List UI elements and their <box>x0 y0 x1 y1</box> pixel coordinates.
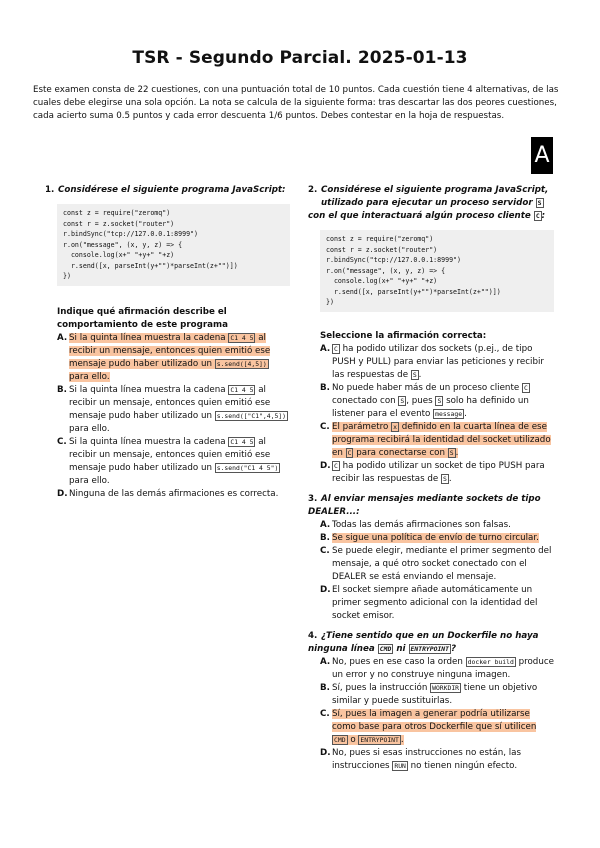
q3-option-a[interactable]: A. Todas las demás afirmaciones son falsas. <box>320 519 511 530</box>
question-2-heading: 2. Considérese el siguiente programa JavaScript, utilizado para ejecutar un proceso servidor S con el que interactuará algún proceso cliente C : <box>308 185 549 221</box>
question-4-heading: 4. ¿Tiene sentido que en un Dockerfile no haya ninguna línea CMD ni ENTRYPOINT ? <box>308 630 539 654</box>
q2-option-d[interactable]: D. C ha podido utilizar un socket de tipo PUSH para recibir las respuestas de S . <box>320 460 545 484</box>
q1-option-c[interactable]: C. Si la quinta línea muestra la cadena C1 4 5 al recibir un mensaje, entonces quien emitió ese mensaje pudo haber utilizado un s.send("C1 4 5") para ello. <box>57 436 279 486</box>
q3-option-c[interactable]: C. Se puede elegir, mediante el primer segmento del mensaje, a qué otro socket conectado con el DEALER se está enviando el mensaje. <box>320 545 552 582</box>
q4-option-a[interactable]: A. No, pues en ese caso la orden docker build produce un error y no construye ninguna imagen. <box>320 656 554 680</box>
question-2-code: const z = require("zeromq") const r = z.socket("router") r.bindSync("tcp://127.0.0.1:8999") r.on("message", (x, y, z) => { console.log(x+" "+y+" "+z) r.send([x, parseInt(y+"")*parseInt(z+"")]) }) <box>320 230 554 312</box>
page-title: TSR - Segundo Parcial. 2025-01-13 <box>132 48 468 68</box>
q4-option-b[interactable]: B. Sí, pues la instrucción WORKDIR tiene un objetivo similar y puede sustituirlas. <box>320 682 538 706</box>
q2-option-c[interactable]: C. El parámetro x definido en la cuarta línea de ese programa recibirá la identidad del socket utilizado en C para conectarse con S . <box>320 421 551 458</box>
q2-option-a[interactable]: A. C ha podido utilizar dos sockets (p.ej., de tipo PUSH y PULL) para enviar las peticiones y recibir las respuestas de S . <box>320 343 544 380</box>
exam-version-badge: A <box>531 137 553 174</box>
q2-option-b[interactable]: B. No puede haber más de un proceso cliente C conectado con S , pues S solo ha definido un listener para el evento message . <box>320 382 529 419</box>
exam-instructions: Este examen consta de 22 cuestiones, con una puntuación total de 10 puntos. Cada cuestión tiene 4 alternativas, de las cuales debe elegirse una sola opción. La nota se calcula de la siguiente forma: tras descartar las dos peores cuestiones, cada acierto suma 0.5 puntos y cada error descuenta 1/6 puntos. Debes contestar en la hoja de respuestas. <box>33 85 559 121</box>
question-1-heading: 1. Considérese el siguiente programa JavaScript: <box>45 185 286 195</box>
question-2 <box>308 184 554 773</box>
q1-option-b[interactable]: B. Si la quinta línea muestra la cadena C1 4 5 al recibir un mensaje, entonces quien emitió ese mensaje pudo haber utilizado un s.send(["C1",4,5]) para ello. <box>57 384 286 434</box>
q1-option-d[interactable]: D. Ninguna de las demás afirmaciones es correcta. <box>57 488 279 499</box>
q4-option-c[interactable]: C. Sí, pues la imagen a generar podría utilizarse como base para otros Dockerfile que sí utilicen CMD o ENTRYPOINT . <box>320 708 537 745</box>
q1-option-a[interactable]: A. Si la quinta línea muestra la cadena C1 4 5 al recibir un mensaje, entonces quien emitió ese mensaje pudo haber utilizado un s.send([4,5]) para ello. <box>57 332 271 382</box>
question-1-prompt: Indique qué afirmación describe el comportamiento de este programa <box>57 306 228 330</box>
question-1 <box>45 184 290 501</box>
q4-option-d[interactable]: D. No, pues si esas instrucciones no están, las instrucciones RUN no tienen ningún efecto. <box>320 747 521 771</box>
question-3-heading: 3. Al enviar mensajes mediante sockets de tipo DEALER...: <box>308 493 541 517</box>
q3-option-d[interactable]: D. El socket siempre añade automáticamente un primer segmento adicional con la identidad del socket emisor. <box>320 584 538 621</box>
question-2-prompt: Seleccione la afirmación correcta: <box>320 330 487 341</box>
question-1-code: const z = require("zeromq") const r = z.socket("router") r.bindSync("tcp://127.0.0.1:8999") r.on("message", (x, y, z) => { console.log(x+" "+y+" "+z) r.send([x, parseInt(y+"")*parseInt(z+"")]) }) <box>57 204 290 286</box>
q3-option-b[interactable]: B. Se sigue una política de envío de turno circular. <box>320 532 539 543</box>
